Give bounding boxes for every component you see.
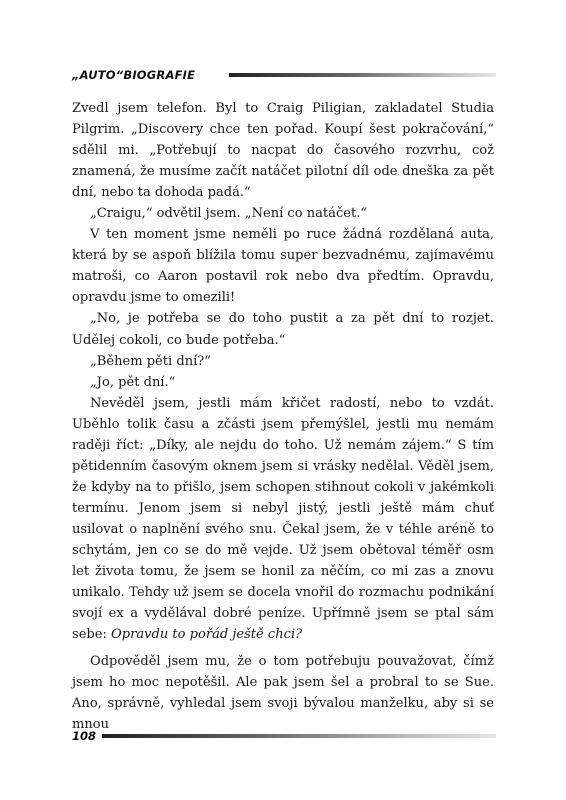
paragraph-text: Nevěděl jsem, jestli mám křičet radostí, nebo to vzdát. Uběhlo tolik času a zčásti jsem přemýšlel, jestli mu nemám raději říct: „Díky, ale nejdu do toho. Už nemám zájem.“ S tím pětidenním časovým oknem jsem si vrásky nedělal. Věděl jsem, že kdyby na to přišlo, jsem schopen stihnout cokoli v jakémkoli termínu. Jenom jsem si nebyl jistý, jestli ještě mám chuť usilovat o naplnění svého snu. Čekal jsem, že v téhle aréně to schytám, jen co se do mě vejde. Už jsem obětoval téměř osm let života tomu, že jsem se honil za něčím, co mi zas a znovu unikalo. Tehdy už jsem se docela vnořil do rozmachu podnikání svojí ex a vydělával dobré peníze. Upřímně jsem se ptal sám sebe: (72, 395, 494, 643)
paragraph: „Během pěti dní?“ (90, 353, 211, 369)
footer-rule (102, 734, 496, 738)
page-footer (72, 729, 496, 743)
paragraph: „Craigu,“ odvětil jsem. „Není co natáčet.“ (90, 206, 368, 222)
paragraph: Odpověděl jsem mu, že o tom potřebuju pouvažovat, čímž jsem ho moc nepotěšil. Ale pak jsem šel a probral to se Sue. Ano, správně, vyhledal jsem svoji bývalou manželku, aby si se mnou (72, 654, 494, 733)
page-number: 108 (72, 729, 97, 743)
paragraph-with-question (72, 393, 494, 646)
running-header (72, 68, 496, 82)
paragraph: V ten moment jsme neměli po ruce žádná rozdělaná auta, která by se aspoň blížila tomu super bezvadnému, zajímavému matroši, co Aaron postavil rok nebo dva předtím. Opravdu, opravdu jsme to omezili! (72, 227, 494, 306)
paragraph: „Jo, pět dní.“ (90, 374, 176, 390)
italic-question: Opravdu to pořád ještě chci? (111, 627, 303, 643)
header-rule (229, 73, 496, 77)
running-title: „AUTO“BIOGRAFIE (72, 68, 196, 82)
paragraph: Zvedl jsem telefon. Byl to Craig Piligian, zakladatel Studia Pilgrim. „Discovery chce ten pořad. Koupí šest pokračování,“ sdělil mi. „Potřebují to nacpat do časového rozvrhu, což znamená, že musíme začít natáčet pilotní díl ode dneška za pět dní, nebo ta dohoda padá.“ (72, 101, 494, 201)
paragraph: „No, je potřeba se do toho pustit a za pět dní to rozjet. Udělej cokoli, co bude potřeba.“ (72, 311, 494, 348)
body-text (72, 98, 494, 735)
